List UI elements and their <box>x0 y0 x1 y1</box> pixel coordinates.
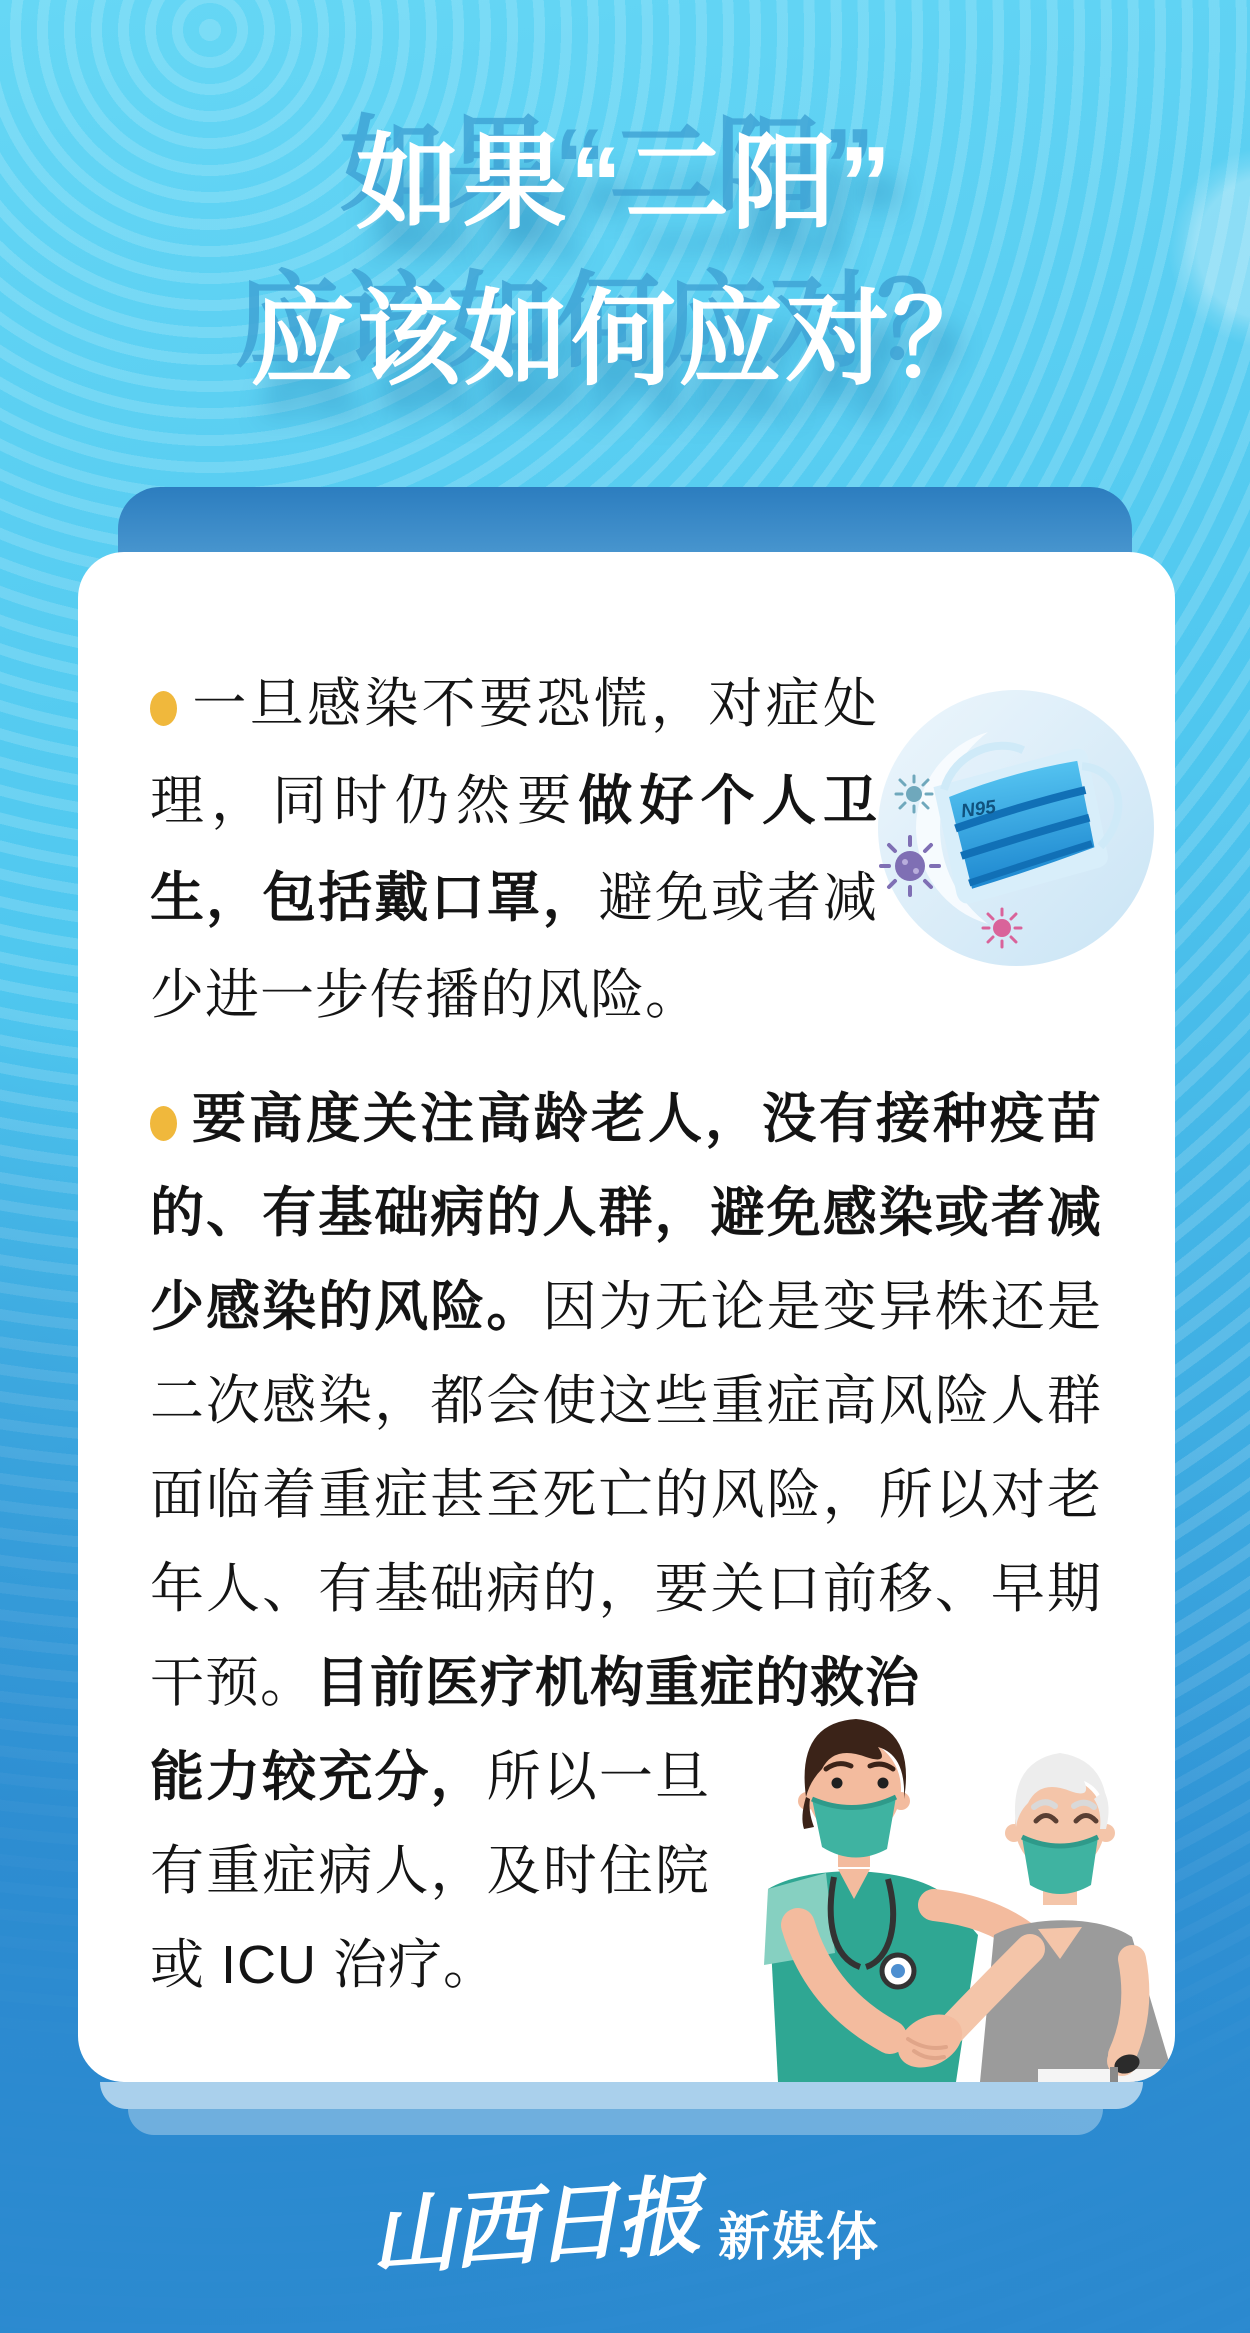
text-segment: 能力较充分， <box>150 1747 487 1807</box>
footer-brand <box>0 2167 1250 2287</box>
bullet-paragraph-1 <box>150 656 878 1044</box>
bullet-dot-icon <box>150 691 177 726</box>
title-line-2: 应该如何应对？ <box>250 282 1000 398</box>
content-card <box>78 552 1175 2082</box>
paragraph-2-text <box>150 1089 1102 1713</box>
text-segment: 一旦感染不要恐慌，对症处理，同时仍然要 <box>150 674 878 831</box>
text-segment: 做好个人卫生，包括戴口罩， <box>150 771 879 928</box>
poster-title <box>0 106 1250 418</box>
title-line-1: 如果“二阳” <box>355 126 894 242</box>
paragraph-1-text <box>150 674 878 1025</box>
paragraph-2-continued-text <box>150 1747 710 1995</box>
card-stack-strip-2 <box>128 2109 1103 2135</box>
card-stack-strip-1 <box>100 2082 1143 2109</box>
bullet-paragraph-2-continued <box>150 1730 710 2012</box>
text-segment: 避免或者减少进一步传播的风险。 <box>150 868 879 1025</box>
text-segment: 要高度关注高龄老人，没有接种疫苗的、有基础病的人群，避免感染或者减少感染的风险。 <box>150 1089 1102 1337</box>
n95-mask-illustration <box>878 690 1154 966</box>
text-segment: 所以一旦有重症病人，及时住院或 ICU 治疗。 <box>150 1747 711 1995</box>
new-media-label: 新媒体 <box>717 2209 880 2267</box>
bullet-paragraph-2 <box>150 1072 1102 1730</box>
n95-label: N95 <box>959 796 998 823</box>
doctor-elder-illustration <box>738 1707 1175 2082</box>
text-segment: 因为无论是变异株还是二次感染，都会使这些重症高风险人群面临着重症甚至死亡的风险，所以对老年人、有基础病的，要关口前移、早期干预。 <box>150 1277 1102 1713</box>
text-segment: 目前医疗机构重症的救治 <box>315 1653 920 1713</box>
bullet-dot-icon <box>150 1106 177 1141</box>
shanxi-daily-logo: 山西日报 <box>366 2167 701 2287</box>
